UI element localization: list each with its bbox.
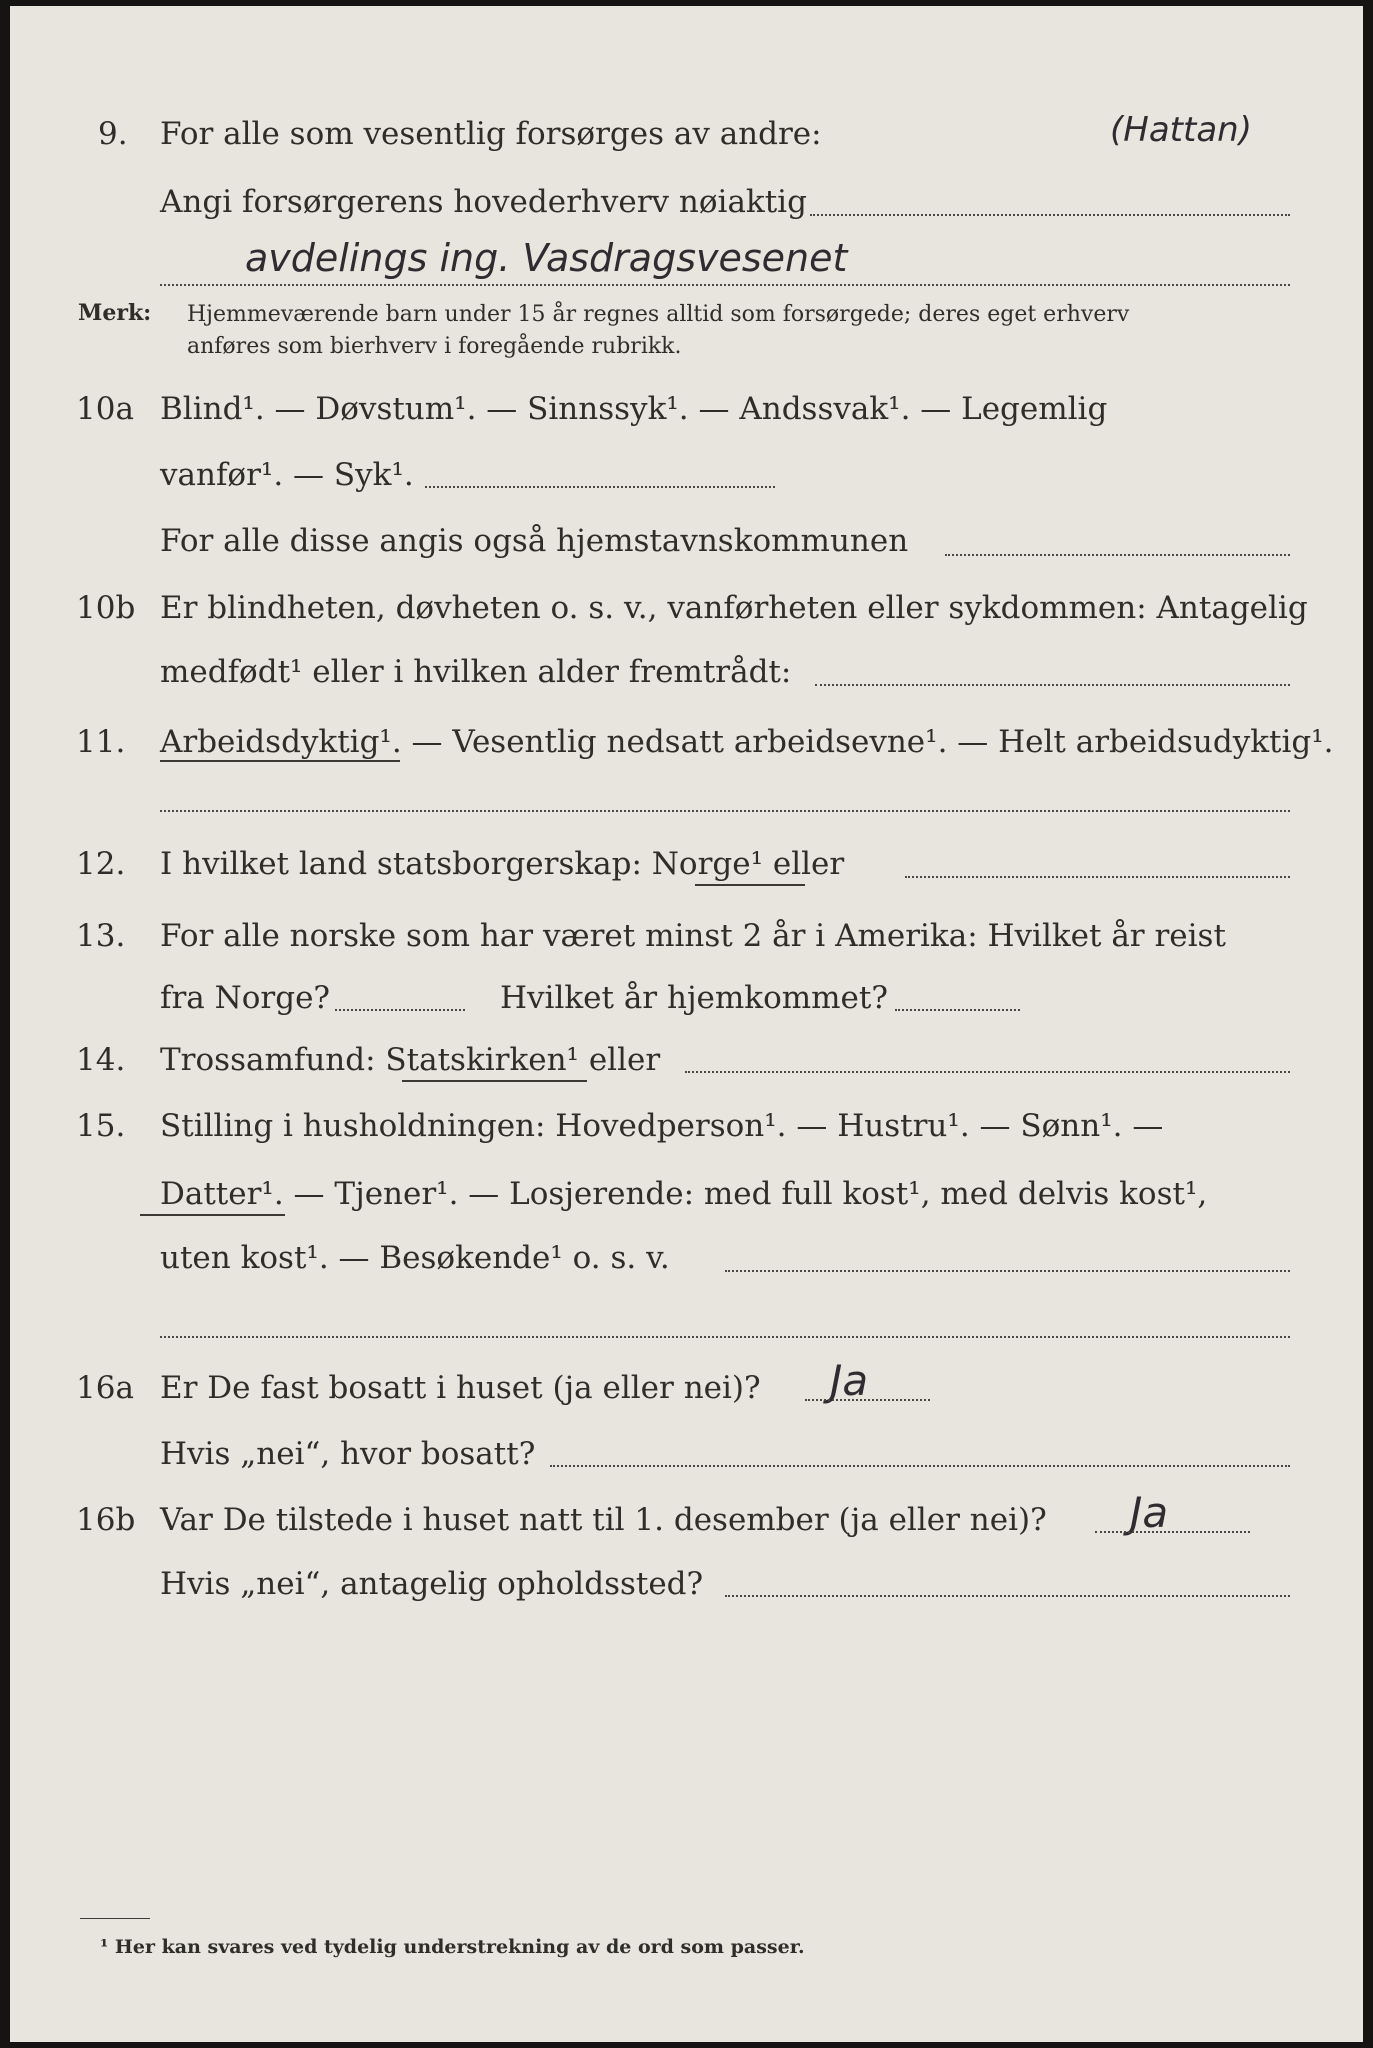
q9-margin-note: (Hattan) [1110, 110, 1252, 150]
q14-line1: Trossamfund: Statskirken¹ eller [160, 1042, 661, 1078]
q13-line2b: Hvilket år hjemkommet? [500, 980, 888, 1016]
q16b-handwritten-answer: Ja [1130, 1488, 1169, 1537]
q15-number: 15. [76, 1108, 126, 1144]
q16a-answer-line [805, 1399, 930, 1401]
q16a-line1: Er De fast bosatt i huset (ja eller nei)? [160, 1370, 761, 1406]
q13-line1: For alle norske som har været minst 2 år i Amerika: Hvilket år reist [160, 918, 1226, 954]
q14-number: 14. [76, 1042, 126, 1078]
q9-line2: Angi forsørgerens hovederhverv nøiaktig [160, 184, 807, 220]
q16b-number: 16b [76, 1502, 136, 1538]
q10b-line2: medfødt¹ eller i hvilken alder fremtrådt: [160, 654, 792, 690]
q16b-answer-line [1095, 1531, 1250, 1533]
q9-dotted-line [810, 214, 1290, 216]
q15-line1: Stilling i husholdningen: Hovedperson¹. — Hustru¹. — Sønn¹. — [160, 1108, 1164, 1144]
q10b-dotted-line [815, 684, 1290, 686]
q13-hjemkommet-line [895, 1009, 1020, 1011]
merk-line1: Hjemmeværende barn under 15 år regnes alltid som forsørgede; deres eget erhverv [187, 302, 1130, 327]
census-form-page [10, 6, 1363, 2042]
q9-number: 9. [98, 116, 128, 152]
q13-reist-line [335, 1009, 465, 1011]
q15-extra-line [160, 1336, 1290, 1338]
q12-dotted-line [905, 876, 1290, 878]
q10a-line3: For alle disse angis også hjemstavnskommunen [160, 523, 909, 559]
q15-underline-datter [140, 1214, 285, 1216]
q10a-kommune-line [945, 554, 1290, 556]
footnote: ¹ Her kan svares ved tydelig understrekning av de ord som passer. [100, 1936, 805, 1958]
footnote-rule [80, 1918, 150, 1919]
q12-underline-norge [695, 884, 805, 886]
q16b-line1: Var De tilstede i huset natt til 1. desember (ja eller nei)? [160, 1502, 1047, 1538]
q16a-number: 16a [76, 1370, 134, 1406]
q16a-bosatt-line [550, 1465, 1290, 1467]
q10a-syk-line [425, 486, 775, 488]
q10a-number: 10a [76, 391, 134, 427]
q15-line3: uten kost¹. — Besøkende¹ o. s. v. [160, 1240, 670, 1276]
q9-line1: For alle som vesentlig forsørges av andre: [160, 116, 822, 152]
q13-number: 13. [76, 918, 126, 954]
q10a-line1: Blind¹. — Døvstum¹. — Sinnssyk¹. — Andssvak¹. — Legemlig [160, 391, 1108, 427]
q14-dotted-line [685, 1071, 1290, 1073]
q15-line2: Datter¹. — Tjener¹. — Losjerende: med full kost¹, med delvis kost¹, [160, 1176, 1208, 1212]
q16b-line2: Hvis „nei“, antagelig opholdssted? [160, 1566, 704, 1602]
q9-handwritten-answer: avdelings ing. Vasdragsvesenet [245, 236, 848, 280]
q14-underline-statskirken [402, 1080, 587, 1082]
q12-number: 12. [76, 846, 126, 882]
q9-answer-line [160, 284, 1290, 286]
q13-line2a: fra Norge? [160, 980, 331, 1016]
q11-number: 11. [76, 724, 126, 760]
q16b-opholdssted-line [725, 1595, 1290, 1597]
q11-line1: Arbeidsdyktig¹. — Vesentlig nedsatt arbeidsevne¹. — Helt arbeidsudyktig¹. [160, 724, 1334, 760]
q16a-line2: Hvis „nei“, hvor bosatt? [160, 1436, 536, 1472]
q16a-handwritten-answer: Ja [830, 1356, 869, 1405]
q10b-line1: Er blindheten, døvheten o. s. v., vanførheten eller sykdommen: Antagelig [160, 590, 1308, 626]
merk-line2: anføres som bierhverv i foregående rubrikk. [187, 334, 682, 359]
q10a-line2: vanfør¹. — Syk¹. [160, 457, 414, 493]
q12-line1: I hvilket land statsborgerskap: Norge¹ eller [160, 846, 845, 882]
q11-underline-arbeidsdyktig [160, 760, 400, 762]
q10b-number: 10b [76, 590, 136, 626]
merk-label: Merk: [78, 300, 152, 326]
q11-dotted-line [160, 810, 1290, 812]
q15-dotted-line [725, 1270, 1290, 1272]
